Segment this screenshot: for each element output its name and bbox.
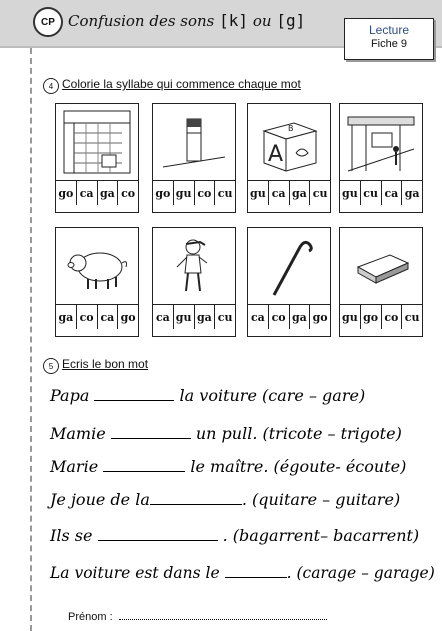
- syllable-cell[interactable]: ga: [98, 181, 119, 205]
- answer-blank[interactable]: [225, 563, 287, 578]
- picture-card-5: [55, 227, 139, 337]
- syllable-cell[interactable]: ga: [56, 305, 77, 329]
- syllable-cell[interactable]: ca: [77, 181, 98, 205]
- syllable-row: [340, 304, 422, 329]
- exercise-4-number: 4: [43, 78, 59, 94]
- syllable-cell[interactable]: co: [382, 305, 403, 329]
- syllable-row: [248, 304, 330, 329]
- syllable-cell[interactable]: go: [56, 181, 77, 205]
- syllable-cell[interactable]: ca: [382, 181, 403, 205]
- garage-icon: [56, 104, 138, 180]
- sentence-end: . (carage – garage): [286, 564, 435, 582]
- svg-text:B: B: [288, 124, 294, 133]
- svg-text:A: A: [268, 142, 284, 167]
- syllable-cell[interactable]: gu: [174, 305, 195, 329]
- syllable-cell[interactable]: gu: [248, 181, 269, 205]
- sentence-end: un pull. (tricote – trigote): [190, 424, 402, 443]
- sentence-end: . (quitare – guitare): [241, 490, 401, 509]
- sentence-start: Mamie: [50, 424, 111, 443]
- syllable-cell[interactable]: co: [121, 186, 136, 200]
- syllable-cell[interactable]: co: [195, 181, 216, 205]
- sentence-3: [50, 457, 406, 476]
- page-title: [68, 11, 305, 30]
- syllable-cell[interactable]: gu: [174, 181, 195, 205]
- picture-card-3: [247, 103, 331, 213]
- syllable-cell[interactable]: ca: [248, 305, 269, 329]
- pig-icon: [56, 228, 138, 304]
- cane-icon: [248, 228, 330, 304]
- picture-card-7: [247, 227, 331, 337]
- level-badge: CP: [33, 7, 63, 37]
- syllable-cell[interactable]: ga: [195, 305, 216, 329]
- syllable-row: [153, 180, 235, 205]
- answer-blank[interactable]: [150, 490, 242, 505]
- syllable-row: [340, 180, 422, 205]
- syllable-cell[interactable]: go: [361, 305, 382, 329]
- syllable-cell[interactable]: cu: [217, 310, 233, 324]
- soap-icon: [340, 228, 422, 304]
- prenom-label: Prénom :: [68, 611, 113, 623]
- picture-card-6: [152, 227, 236, 337]
- sound-k: [k]: [219, 11, 249, 30]
- answer-blank[interactable]: [111, 424, 191, 439]
- syllable-cell[interactable]: cu: [404, 310, 420, 324]
- sentence-6: [50, 563, 435, 582]
- syllable-cell[interactable]: ca: [269, 181, 290, 205]
- picture-card-4: [339, 103, 423, 213]
- exercise-4-instruction: Colorie la syllabe qui commence chaque mot: [62, 77, 301, 91]
- boy-cap-icon: [153, 228, 235, 304]
- sentence-end: le maître. (égoute- écoute): [185, 457, 407, 476]
- prenom-line: [68, 610, 327, 623]
- sentence-end: la voiture (care – gare): [174, 386, 366, 405]
- sentence-5: [50, 526, 419, 545]
- fiche-number: Fiche 9: [370, 38, 408, 50]
- syllable-cell[interactable]: go: [153, 181, 174, 205]
- fiche-subject: Lecture: [368, 23, 410, 37]
- syllable-cell[interactable]: ga: [290, 181, 311, 205]
- syllable-cell[interactable]: ga: [404, 186, 420, 200]
- exercise-5-number: 5: [43, 358, 59, 374]
- sentence-start: Je joue de la: [50, 490, 150, 509]
- sentence-end: . (bagarrent– bacarrent): [217, 526, 420, 545]
- syllable-row: [56, 304, 138, 329]
- exercise-5-instruction: Ecris le bon mot: [62, 357, 149, 371]
- syllable-cell[interactable]: go: [120, 310, 136, 324]
- prenom-field[interactable]: [119, 610, 327, 620]
- answer-blank[interactable]: [94, 386, 174, 401]
- syllable-cell[interactable]: gu: [340, 305, 361, 329]
- sentence-2: [50, 424, 402, 443]
- syllable-cell[interactable]: go: [312, 310, 328, 324]
- fiche-box: [344, 18, 434, 60]
- picture-card-8: [339, 227, 423, 337]
- spiral-margin: [30, 48, 32, 631]
- title-text: Confusion des sons: [68, 12, 215, 30]
- station-platform-icon: [340, 104, 422, 180]
- sentence-start: Papa: [50, 386, 95, 405]
- syllable-cell[interactable]: ga: [290, 305, 311, 329]
- syllable-cell[interactable]: cu: [312, 186, 328, 200]
- title-connector: ou: [252, 12, 272, 30]
- syllable-row: [56, 180, 138, 205]
- sentence-1: [50, 386, 365, 405]
- sentence-start: Ils se: [50, 526, 98, 545]
- syllable-cell[interactable]: cu: [361, 181, 382, 205]
- sentence-4: [50, 490, 400, 509]
- glue-stick-icon: [153, 104, 235, 180]
- toy-cube-icon: [248, 104, 330, 180]
- syllable-row: [248, 180, 330, 205]
- syllable-cell[interactable]: ca: [153, 305, 174, 329]
- syllable-cell[interactable]: ca: [98, 305, 119, 329]
- syllable-cell[interactable]: co: [269, 305, 290, 329]
- sentence-start: La voiture est dans le: [50, 564, 225, 582]
- sound-g: [g]: [276, 11, 306, 30]
- syllable-cell[interactable]: cu: [217, 186, 233, 200]
- picture-card-2: [152, 103, 236, 213]
- picture-card-1: [55, 103, 139, 213]
- sentence-start: Marie: [50, 457, 104, 476]
- answer-blank[interactable]: [103, 457, 185, 472]
- syllable-cell[interactable]: gu: [340, 181, 361, 205]
- syllable-cell[interactable]: co: [77, 305, 98, 329]
- syllable-row: [153, 304, 235, 329]
- answer-blank[interactable]: [98, 526, 218, 541]
